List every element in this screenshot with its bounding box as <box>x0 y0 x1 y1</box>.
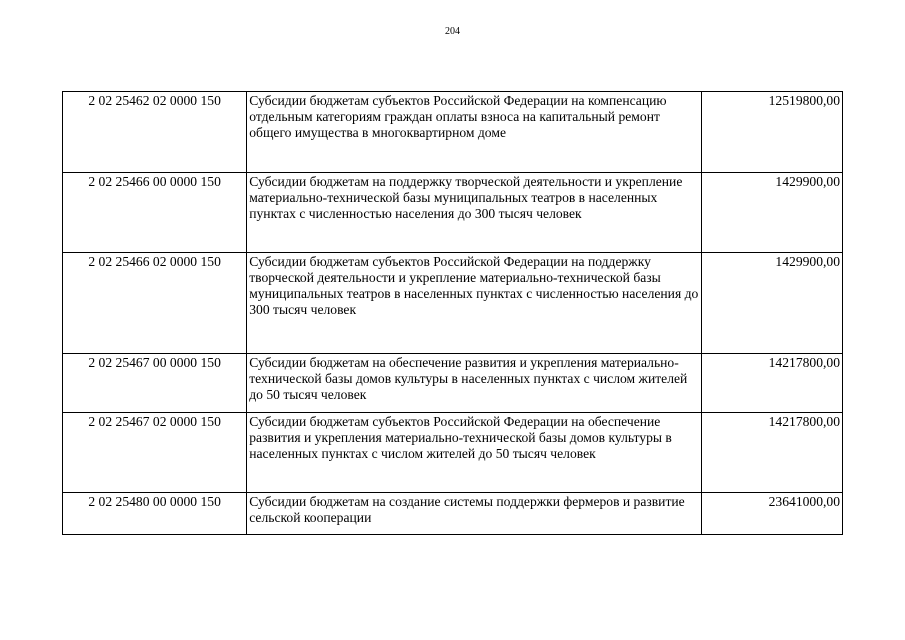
description-cell: Субсидии бюджетам на создание системы поддержки фермеров и развитие сельской кооперации <box>247 493 702 535</box>
budget-code-cell: 2 02 25467 02 0000 150 <box>63 413 247 493</box>
amount-cell: 1429900,00 <box>701 253 842 354</box>
description-cell: Субсидии бюджетам на поддержку творческой деятельности и укрепление материально-технической базы муниципальных театров в населенных пунктах с численностью населения до 300 тысяч человек <box>247 173 702 253</box>
budget-code-cell: 2 02 25462 02 0000 150 <box>63 92 247 173</box>
description-cell: Субсидии бюджетам субъектов Российской Федерации на компенсацию отдельным категориям граждан оплаты взноса на капитальный ремонт общего имущества в многоквартирном доме <box>247 92 702 173</box>
budget-code-cell: 2 02 25466 02 0000 150 <box>63 253 247 354</box>
table-row <box>63 253 843 354</box>
budget-code-cell: 2 02 25466 00 0000 150 <box>63 173 247 253</box>
budget-revenue-table <box>62 91 843 535</box>
amount-cell: 23641000,00 <box>701 493 842 535</box>
amount-cell: 1429900,00 <box>701 173 842 253</box>
table-row <box>63 173 843 253</box>
budget-code-cell: 2 02 25480 00 0000 150 <box>63 493 247 535</box>
table-row <box>63 413 843 493</box>
description-cell: Субсидии бюджетам на обеспечение развития и укрепления материально-технической базы домов культуры в населенных пунктах с числом жителей до 50 тысяч человек <box>247 354 702 413</box>
amount-cell: 12519800,00 <box>701 92 842 173</box>
page-number: 204 <box>445 26 460 37</box>
amount-cell: 14217800,00 <box>701 413 842 493</box>
table-row <box>63 92 843 173</box>
table-row <box>63 354 843 413</box>
table-row <box>63 493 843 535</box>
description-cell: Субсидии бюджетам субъектов Российской Федерации на обеспечение развития и укрепления материально-технической базы домов культуры в населенных пунктах с числом жителей до 50 тысяч человек <box>247 413 702 493</box>
budget-code-cell: 2 02 25467 00 0000 150 <box>63 354 247 413</box>
description-cell: Субсидии бюджетам субъектов Российской Федерации на поддержку творческой деятельности и укрепление материально-технической базы муниципальных театров в населенных пунктах с численностью населения до 300 тысяч человек <box>247 253 702 354</box>
amount-cell: 14217800,00 <box>701 354 842 413</box>
